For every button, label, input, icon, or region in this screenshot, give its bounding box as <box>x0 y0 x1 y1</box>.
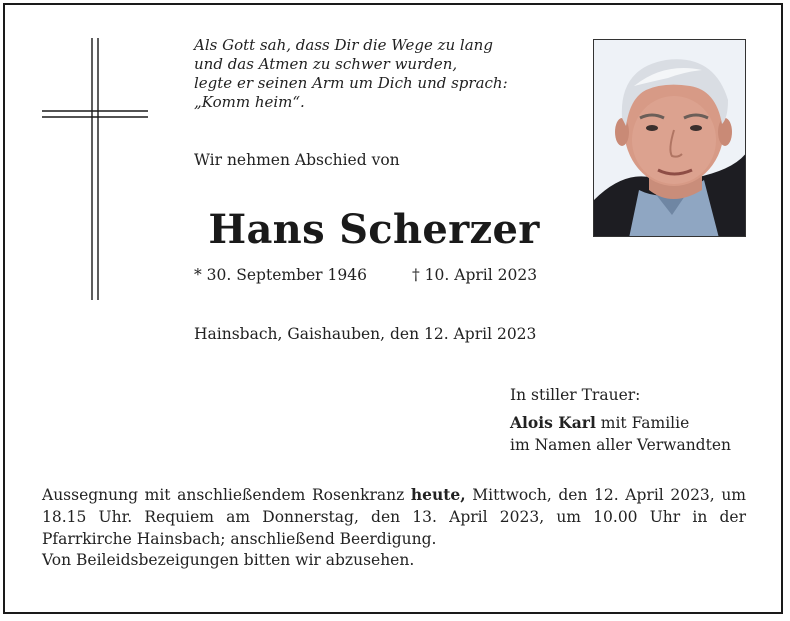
life-dates <box>194 266 538 284</box>
mourners-heading: In stiller Trauer: <box>510 386 641 404</box>
poem <box>194 36 508 112</box>
portrait-image <box>594 40 746 237</box>
poem-line: legte er seinen Arm um Dich und sprach: <box>194 74 508 92</box>
place-date: Hainsbach, Gaishauben, den 12. April 2023 <box>194 325 537 343</box>
deceased-name: Hans Scherzer <box>208 206 540 253</box>
closing-note: Von Beileidsbezeigungen bitten wir abzusehen. <box>42 551 415 569</box>
poem-line: Als Gott sah, dass Dir die Wege zu lang <box>194 36 493 54</box>
service-text-2: Mittwoch, den 12. April 2023, um 18.15 Uhr. Requiem am Donnerstag, den 13. April 2023, um 10.00 Uhr in der Pfarrkirche Hainsbach; anschließend Beerdigung. <box>42 486 746 548</box>
mourner-suffix: mit Familie <box>595 414 690 432</box>
cross-icon <box>40 38 150 300</box>
mourners-block <box>510 384 731 456</box>
service-today: heute, <box>410 485 466 504</box>
service-info <box>42 484 746 550</box>
mourner-name: Alois Karl <box>510 413 596 432</box>
death-date: † 10. April 2023 <box>412 266 538 284</box>
poem-line: und das Atmen zu schwer wurden, <box>194 55 458 73</box>
mourners-line-1 <box>510 412 731 434</box>
service-text-1: Aussegnung mit anschließendem Rosenkranz <box>42 486 411 504</box>
birth-date: * 30. September 1946 <box>194 266 367 284</box>
mourners-line-2: im Namen aller Verwandten <box>510 436 731 454</box>
intro-text: Wir nehmen Abschied von <box>194 151 400 169</box>
poem-line: „Komm heim“. <box>194 93 305 111</box>
portrait-photo <box>593 39 746 237</box>
